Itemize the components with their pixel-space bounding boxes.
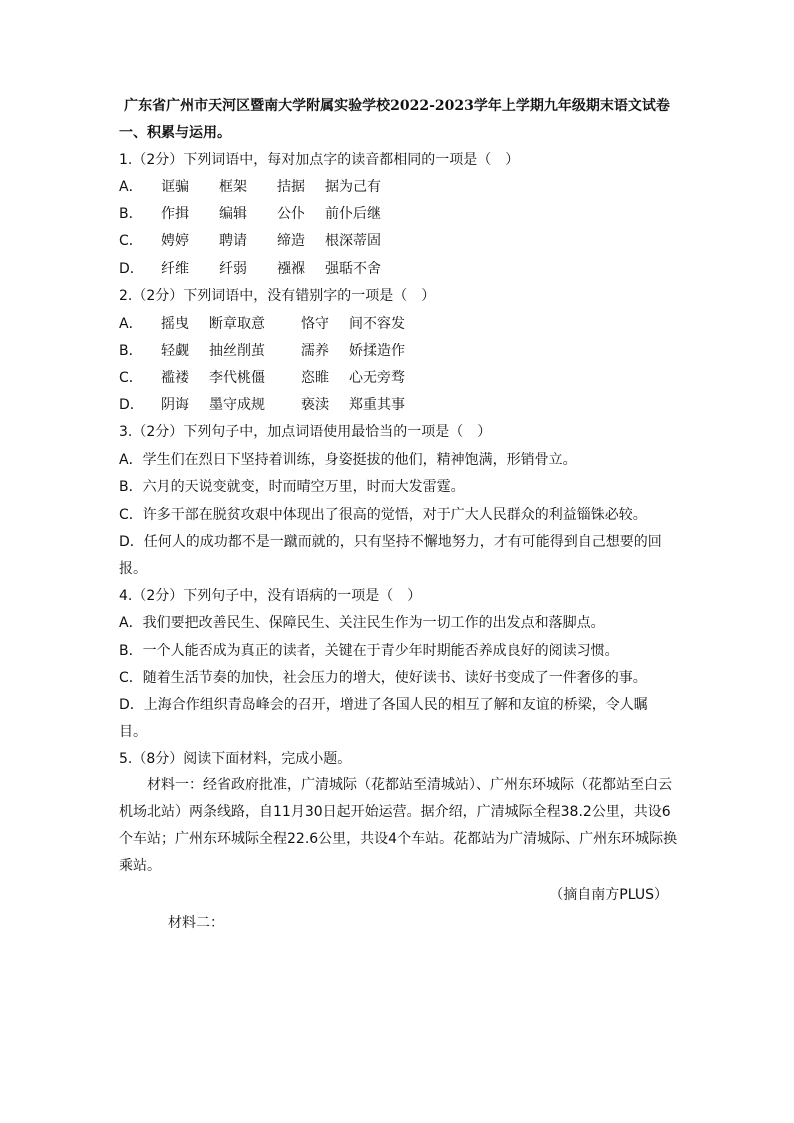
material-one-source: （摘自南方PLUS） (549, 887, 668, 903)
question-2-option-b[interactable]: B． 轻觑 抽丝削茧 濡养 娇揉造作 (119, 343, 405, 359)
question-2-option-a[interactable]: A． 摇曳 断章取意 恪守 间不容发 (119, 316, 405, 332)
question-4-option-b[interactable]: B．一个人能否成为真正的读者，关键在于青少年时期能否养成良好的阅读习惯。 (119, 643, 619, 659)
question-3-option-b[interactable]: B．六月的天说变就变，时而晴空万里，时而大发雷霆。 (119, 479, 465, 495)
question-4-option-d-continued: 目。 (119, 724, 147, 740)
question-1-option-d[interactable]: D． 纤维 纤弱 襁褓 强聒不舍 (119, 261, 381, 277)
material-two-heading: 材料二： (168, 915, 224, 931)
question-1-option-c[interactable]: C． 娉婷 聘请 缔造 根深蒂固 (119, 233, 381, 249)
section-heading: 一、积累与运用。 (119, 125, 231, 141)
question-3-option-a[interactable]: A．学生们在烈日下坚持着训练，身姿挺拔的他们，精神饱满，形销骨立。 (119, 452, 577, 468)
question-1-stem: 1.（2分）下列词语中，每对加点字的读音都相同的一项是（ ） (119, 152, 520, 168)
question-4-stem: 4.（2分）下列句子中，没有语病的一项是（ ） (119, 588, 422, 604)
question-2-stem: 2.（2分）下列词语中，没有错别字的一项是（ ） (119, 288, 436, 304)
question-1-option-a[interactable]: A． 诓骗 框架 拮据 据为己有 (119, 179, 381, 195)
question-4-option-d[interactable]: D．上海合作组织青岛峰会的召开，增进了各国人民的相互了解和友谊的桥梁，令人瞩 (119, 697, 648, 713)
question-2-option-d[interactable]: D． 阴诲 墨守成规 亵渎 郑重其事 (119, 397, 405, 413)
question-2-option-c[interactable]: C． 褴褛 李代桃僵 恣睢 心无旁骛 (119, 370, 405, 386)
material-one-paragraph: 材料一：经省政府批准，广清城际（花都站至清城站）、广州东环城际（花都站至白云机场北站）两条线路，自11月30日起开始运营。据介绍，广清城际全程38.2公里，共设6个车站；广州东环城际全程22.6公里，共设4个车站。花都站为广清城际、广州东环城际换乘站。 (119, 777, 678, 874)
question-3-option-d-continued: 报。 (119, 561, 147, 577)
question-4-option-c[interactable]: C．随着生活节奏的加快，社会压力的增大，使好读书、读好书变成了一件奢侈的事。 (119, 670, 647, 686)
question-3-stem: 3.（2分）下列句子中，加点词语使用最恰当的一项是（ ） (119, 424, 492, 440)
question-3-option-d[interactable]: D．任何人的成功都不是一蹴而就的，只有坚持不懈地努力，才有可能得到自己想要的回 (119, 534, 662, 550)
question-1-option-b[interactable]: B． 作揖 编辑 公仆 前仆后继 (119, 206, 381, 222)
question-3-option-c[interactable]: C．许多干部在脱贫攻艰中体现出了很高的觉悟，对于广大人民群众的利益锱铢必较。 (119, 507, 647, 523)
exam-title: 广东省广州市天河区暨南大学附属实验学校2022-2023学年上学期九年级期末语文试卷 (124, 98, 670, 114)
question-5-stem: 5.（8分）阅读下面材料，完成小题。 (119, 751, 352, 767)
question-4-option-a[interactable]: A．我们要把改善民生、保障民生、关注民生作为一切工作的出发点和落脚点。 (119, 615, 605, 631)
